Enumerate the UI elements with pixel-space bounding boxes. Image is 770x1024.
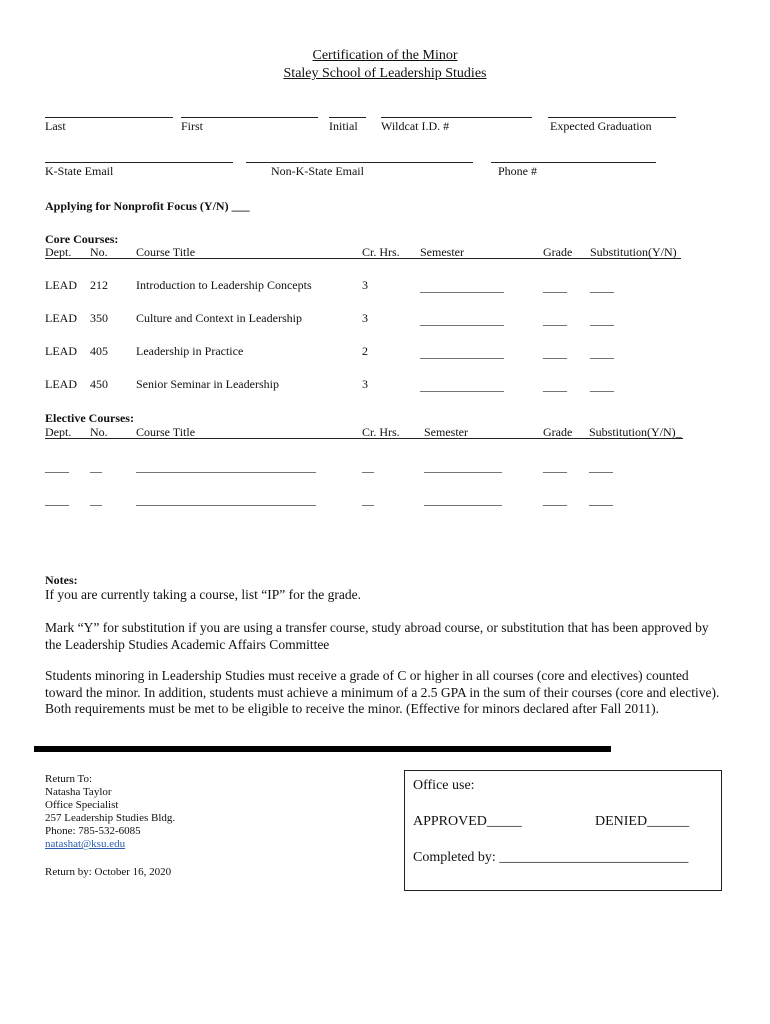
elective-col-no: No.	[90, 425, 108, 439]
note-ip-grade: If you are currently taking a course, list “IP” for the grade.	[45, 587, 361, 602]
core-col-dept: Dept.	[45, 245, 72, 259]
wildcat-id-field[interactable]	[381, 117, 532, 118]
table-row-no: 350	[90, 311, 108, 325]
elective-courses-heading: Elective Courses:	[45, 411, 134, 425]
table-row-title: Introduction to Leadership Concepts	[136, 278, 312, 292]
semester-input[interactable]: _____________	[424, 493, 502, 507]
return-to-label: Return To:	[45, 773, 92, 785]
non-kstate-email-field[interactable]	[246, 162, 473, 163]
last-label: Last	[45, 119, 66, 133]
elective-no-input[interactable]: __	[90, 460, 102, 474]
initial-field[interactable]	[329, 117, 366, 118]
elective-col-hrs: Cr. Hrs.	[362, 425, 400, 439]
grade-input[interactable]: ____	[543, 280, 567, 294]
note-requirements: Students minoring in Leadership Studies must receive a grade of C or higher in all courses (core and electives) counted toward the minor. In addition, students must achieve a minimum of a 2.5 GPA in the sum of their courses (core and elective). Both requirements must be met to be eligible to receive the minor. (Effective for minors declared after Fall 2011).	[45, 668, 720, 716]
table-row-no: 405	[90, 344, 108, 358]
initial-label: Initial	[329, 119, 358, 133]
grade-input[interactable]: ____	[543, 346, 567, 360]
table-row-dept: LEAD	[45, 278, 77, 292]
wildcat-id-label: Wildcat I.D. #	[381, 119, 450, 133]
grade-input[interactable]: ____	[543, 493, 567, 507]
elective-col-dept: Dept.	[45, 425, 72, 439]
table-row-title: Culture and Context in Leadership	[136, 311, 302, 325]
elective-title-input[interactable]: ______________________________	[136, 493, 316, 507]
office-use-label: Office use:	[413, 778, 475, 793]
kstate-email-field[interactable]	[45, 162, 233, 163]
note-substitution: Mark “Y” for substitution if you are using a transfer course, study abroad course, or substitution that has been approved by the Leadership Studies Academic Affairs Committee	[45, 620, 709, 652]
grade-input[interactable]: ____	[543, 313, 567, 327]
phone-field[interactable]	[491, 162, 656, 163]
approved-field[interactable]: APPROVED_____	[413, 814, 522, 829]
core-col-no: No.	[90, 245, 108, 259]
first-name-field[interactable]	[181, 117, 318, 118]
non-kstate-email-label: Non-K-State Email	[271, 164, 364, 178]
semester-input[interactable]: ______________	[420, 379, 504, 393]
substitution-input[interactable]: ____	[589, 493, 613, 507]
office-use-box	[404, 770, 722, 891]
first-label: First	[181, 119, 204, 133]
elective-hrs-input[interactable]: __	[362, 460, 374, 474]
elective-dept-input[interactable]: ____	[45, 460, 69, 474]
core-courses-heading: Core Courses:	[45, 232, 119, 246]
page-subtitle: Staley School of Leadership Studies	[283, 66, 487, 81]
elective-no-input[interactable]: __	[90, 493, 102, 507]
semester-input[interactable]: _____________	[424, 460, 502, 474]
return-to-address: 257 Leadership Studies Bldg.	[45, 812, 176, 824]
table-row-title: Leadership in Practice	[136, 344, 244, 358]
table-row-hrs: 3	[362, 377, 368, 391]
semester-input[interactable]: ______________	[420, 280, 504, 294]
return-by-date: Return by: October 16, 2020	[45, 866, 172, 878]
completed-by-field[interactable]: Completed by: ___________________________	[413, 850, 689, 865]
elective-col-substitution: Substitution(Y/N)_	[589, 425, 682, 439]
last-name-field[interactable]	[45, 117, 173, 118]
expected-graduation-field[interactable]	[548, 117, 676, 118]
table-row-hrs: 3	[362, 278, 368, 292]
table-row-no: 450	[90, 377, 108, 391]
substitution-input[interactable]: ____	[590, 280, 614, 294]
return-to-name: Natasha Taylor	[45, 786, 112, 798]
table-row-hrs: 2	[362, 344, 368, 358]
substitution-input[interactable]: ____	[590, 346, 614, 360]
table-row-dept: LEAD	[45, 311, 77, 325]
elective-dept-input[interactable]: ____	[45, 493, 69, 507]
substitution-input[interactable]: ____	[590, 379, 614, 393]
core-col-semester: Semester	[420, 245, 464, 259]
table-row-no: 212	[90, 278, 108, 292]
table-row-dept: LEAD	[45, 344, 77, 358]
substitution-input[interactable]: ____	[589, 460, 613, 474]
return-to-phone: Phone: 785-532-6085	[45, 825, 141, 837]
elective-hrs-input[interactable]: __	[362, 493, 374, 507]
elective-title-input[interactable]: ______________________________	[136, 460, 316, 474]
table-row-title: Senior Seminar in Leadership	[136, 377, 279, 391]
section-divider	[34, 746, 611, 752]
core-col-substitution: Substitution(Y/N)	[590, 245, 677, 259]
semester-input[interactable]: ______________	[420, 346, 504, 360]
notes-heading: Notes:	[45, 573, 78, 587]
core-col-hrs: Cr. Hrs.	[362, 245, 400, 259]
semester-input[interactable]: ______________	[420, 313, 504, 327]
page-title: Certification of the Minor	[312, 48, 458, 63]
expected-graduation-label: Expected Graduation	[550, 119, 652, 133]
grade-input[interactable]: ____	[543, 460, 567, 474]
elective-col-grade: Grade	[543, 425, 573, 439]
nonprofit-focus-question[interactable]: Applying for Nonprofit Focus (Y/N) ___	[45, 199, 250, 213]
return-to-email-link[interactable]: natashat@ksu.edu	[45, 838, 126, 850]
table-row-hrs: 3	[362, 311, 368, 325]
elective-col-semester: Semester	[424, 425, 468, 439]
table-row-dept: LEAD	[45, 377, 77, 391]
substitution-input[interactable]: ____	[590, 313, 614, 327]
elective-col-title: Course Title	[136, 425, 196, 439]
grade-input[interactable]: ____	[543, 379, 567, 393]
kstate-email-label: K-State Email	[45, 164, 114, 178]
core-col-grade: Grade	[543, 245, 573, 259]
core-col-title: Course Title	[136, 245, 196, 259]
denied-field[interactable]: DENIED______	[595, 814, 690, 829]
phone-label: Phone #	[498, 164, 537, 178]
return-to-position: Office Specialist	[45, 799, 119, 811]
